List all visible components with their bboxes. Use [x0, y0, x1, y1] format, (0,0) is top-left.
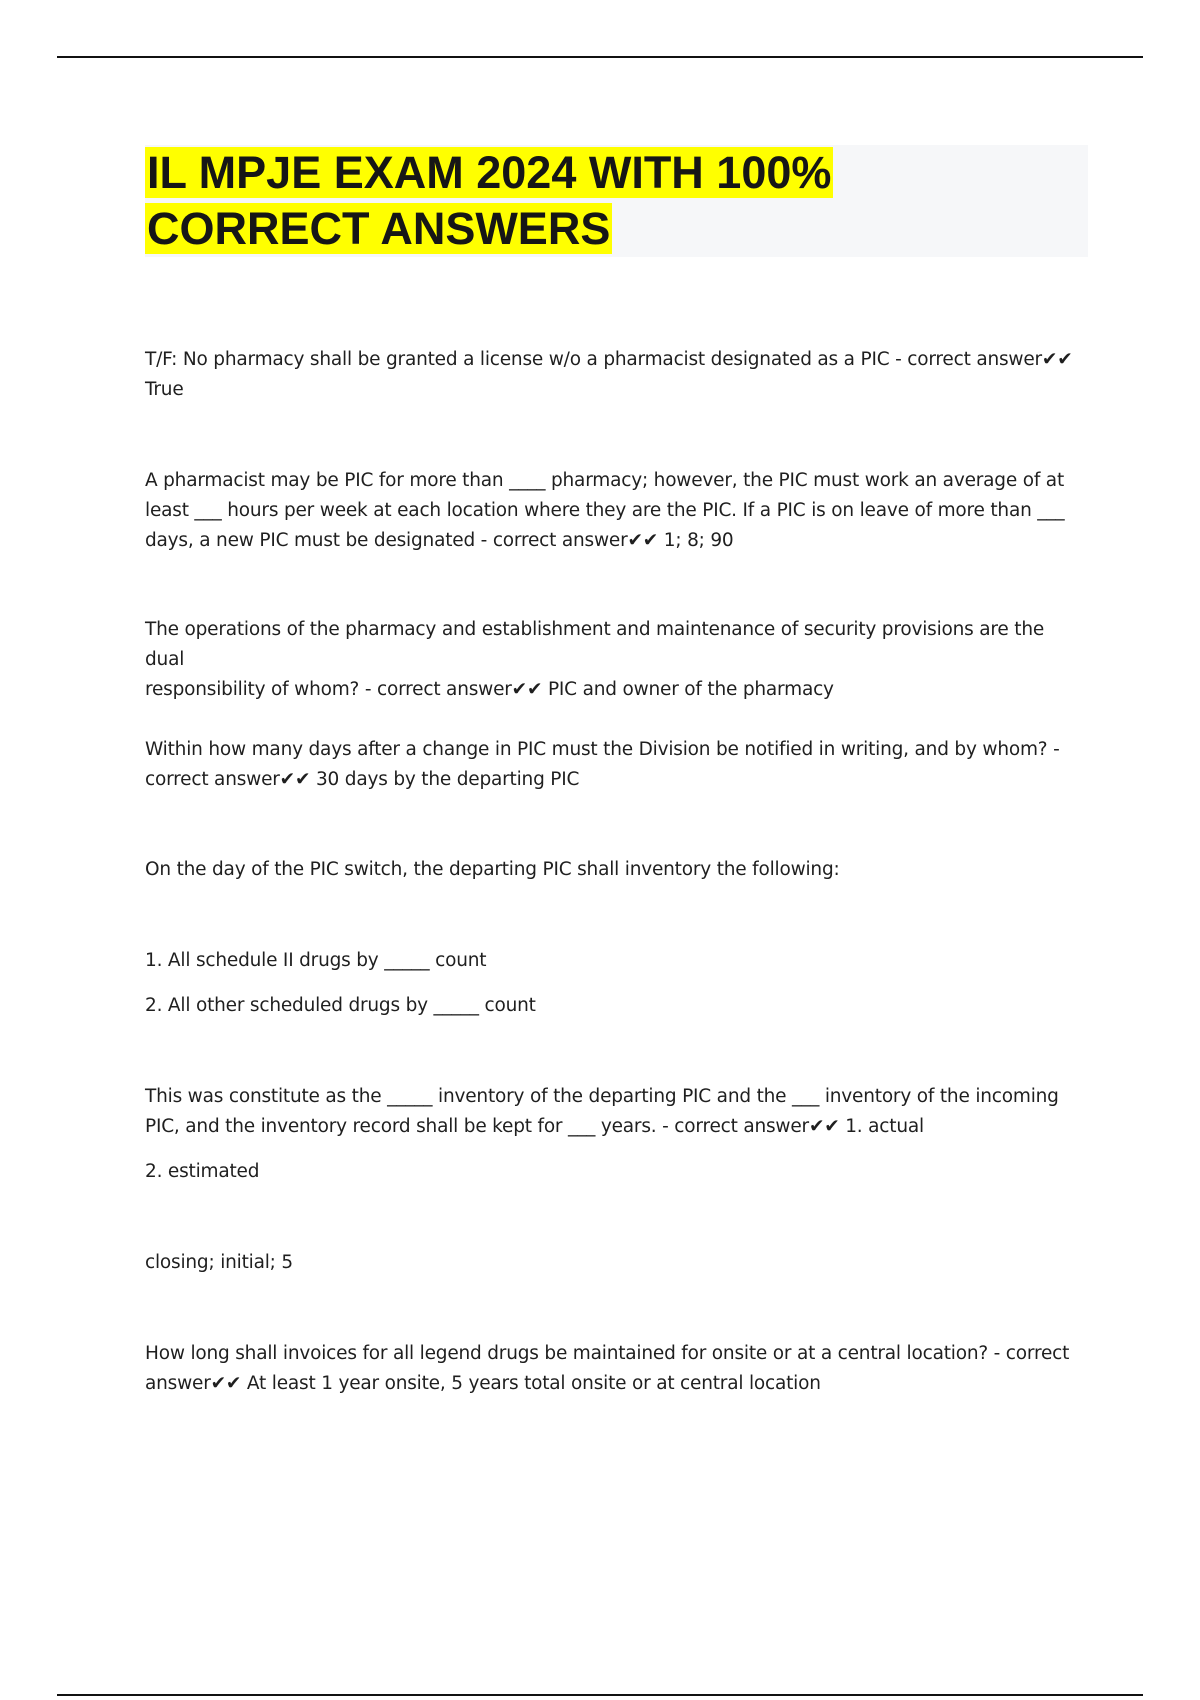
question-intro: [145, 855, 1085, 885]
text-line: closing; initial; 5: [145, 1252, 293, 1273]
text-line: A pharmacist may be PIC for more than ____ pharmacy; however, the PIC must work an average of at: [145, 470, 1064, 491]
qa-item-2: [145, 466, 1085, 556]
qa-item-4: [145, 735, 1085, 795]
text-line: correct answer✔✔ 30 days by the departing PIC: [145, 769, 580, 790]
text-line: responsibility of whom? - correct answer✔✔ PIC and owner of the pharmacy: [145, 679, 834, 700]
answer-line: [145, 1157, 1085, 1187]
text-line: How long shall invoices for all legend drugs be maintained for onsite or at a central location? - correct: [145, 1343, 1070, 1364]
text-line: The operations of the pharmacy and establishment and maintenance of security provisions are the dual: [145, 619, 1045, 670]
text-line: T/F: No pharmacy shall be granted a license w/o a pharmacist designated as a PIC - correct answer✔✔: [145, 349, 1073, 370]
qa-item-6: [145, 1339, 1085, 1399]
text-line: 2. All other scheduled drugs by _____ count: [145, 995, 536, 1016]
bottom-rule: [57, 1694, 1143, 1696]
text-line: On the day of the PIC switch, the departing PIC shall inventory the following:: [145, 859, 840, 880]
title-line-1: IL MPJE EXAM 2024 WITH 100%: [147, 147, 832, 198]
top-rule: [57, 56, 1143, 58]
text-line: True: [145, 379, 184, 400]
title-line-2: CORRECT ANSWERS: [147, 203, 611, 254]
qa-item-3: [145, 615, 1085, 705]
text-line: least ___ hours per week at each location where they are the PIC. If a PIC is on leave of more than ___: [145, 500, 1065, 521]
list-item: [145, 946, 1085, 976]
text-line: 2. estimated: [145, 1161, 260, 1182]
text-line: Within how many days after a change in PIC must the Division be notified in writing, and by whom? -: [145, 739, 1060, 760]
text-line: PIC, and the inventory record shall be kept for ___ years. - correct answer✔✔ 1. actual: [145, 1116, 924, 1137]
answer-line: [145, 1248, 1085, 1278]
text-line: answer✔✔ At least 1 year onsite, 5 years total onsite or at central location: [145, 1373, 821, 1394]
text-line: This was constitute as the _____ inventory of the departing PIC and the ___ inventory of the incoming: [145, 1086, 1059, 1107]
title-block: [145, 145, 1088, 257]
document-title: [145, 145, 1088, 257]
qa-item-1: [145, 345, 1085, 405]
qa-item-5: [145, 1082, 1085, 1142]
text-line: 1. All schedule II drugs by _____ count: [145, 950, 487, 971]
list-item: [145, 991, 1085, 1021]
text-line: days, a new PIC must be designated - correct answer✔✔ 1; 8; 90: [145, 530, 734, 551]
